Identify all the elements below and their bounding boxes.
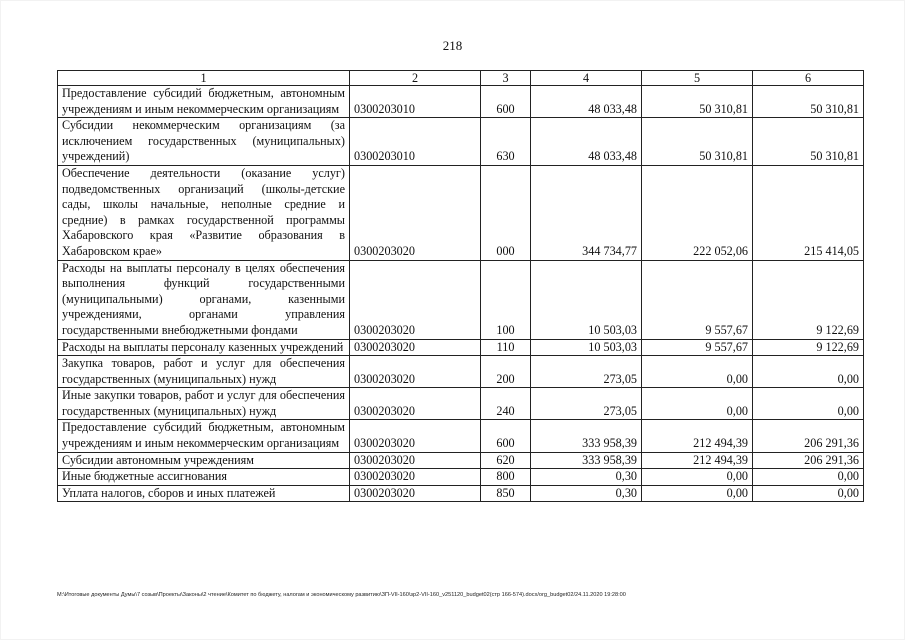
row-expense-type: 100 [481,260,531,339]
column-header: 1 [58,71,350,86]
row-target-code: 0300203020 [350,469,481,486]
row-target-code: 0300203020 [350,388,481,420]
row-expense-type: 600 [481,86,531,118]
table-row [58,388,864,420]
row-value-1: 333 958,39 [531,452,642,469]
row-value-2: 9 557,67 [642,260,753,339]
row-value-3: 0,00 [753,356,864,388]
row-target-code: 0300203020 [350,485,481,502]
row-name: Расходы на выплаты персоналу казенных учреждений [58,339,350,356]
row-name: Предоставление субсидий бюджетным, автономным учреждениям и иным некоммерческим организациям [58,420,350,452]
row-name: Предоставление субсидий бюджетным, автономным учреждениям и иным некоммерческим организациям [58,86,350,118]
row-value-2: 212 494,39 [642,452,753,469]
row-value-2: 222 052,06 [642,165,753,260]
row-value-2: 0,00 [642,388,753,420]
column-header: 4 [531,71,642,86]
row-value-3: 0,00 [753,469,864,486]
row-value-1: 273,05 [531,356,642,388]
row-target-code: 0300203010 [350,118,481,166]
row-target-code: 0300203020 [350,260,481,339]
row-value-3: 215 414,05 [753,165,864,260]
table-row [58,165,864,260]
row-target-code: 0300203020 [350,420,481,452]
row-name: Иные закупки товаров, работ и услуг для обеспечения государственных (муниципальных) нужд [58,388,350,420]
row-value-1: 10 503,03 [531,339,642,356]
row-value-2: 212 494,39 [642,420,753,452]
row-expense-type: 800 [481,469,531,486]
row-value-1: 10 503,03 [531,260,642,339]
row-expense-type: 110 [481,339,531,356]
row-target-code: 0300203020 [350,165,481,260]
row-name: Обеспечение деятельности (оказание услуг) подведомственных организаций (школы-детские сады, школы начальные, неполные средние и средние) в рамках государственной программы Хабаровского края «Развитие образования в Хабаровском крае» [58,165,350,260]
row-value-3: 0,00 [753,388,864,420]
table-row [58,420,864,452]
row-expense-type: 600 [481,420,531,452]
row-value-1: 48 033,48 [531,86,642,118]
row-value-2: 50 310,81 [642,118,753,166]
row-name: Расходы на выплаты персоналу в целях обеспечения выполнения функций государственными (муниципальными) органами, казенными учреждениями, органами управления государственными внебюджетными фондами [58,260,350,339]
row-value-3: 9 122,69 [753,339,864,356]
table-row [58,469,864,486]
row-name: Субсидии некоммерческим организациям (за исключением государственных (муниципальных) учреждений) [58,118,350,166]
row-value-1: 0,30 [531,469,642,486]
table-header-row [58,71,864,86]
row-value-1: 48 033,48 [531,118,642,166]
table-row [58,356,864,388]
row-value-1: 333 958,39 [531,420,642,452]
table-row [58,118,864,166]
row-target-code: 0300203020 [350,356,481,388]
row-value-3: 206 291,36 [753,420,864,452]
row-value-2: 0,00 [642,356,753,388]
row-target-code: 0300203010 [350,86,481,118]
table-row [58,339,864,356]
row-expense-type: 000 [481,165,531,260]
row-name: Субсидии автономным учреждениям [58,452,350,469]
footer-file-path: M:\Итоговые документы Думы\7 созыв\Проекты\Законы\2 чтение\Комитет по бюджету, налогам и экономическому развитию\ЗП-VII-160\зр2-VII-160_v251120_budget02(стр 166-574).docx/org_budget02/24.11.2020 19:28:00 [57,592,626,598]
row-expense-type: 620 [481,452,531,469]
row-name: Уплата налогов, сборов и иных платежей [58,485,350,502]
row-name: Иные бюджетные ассигнования [58,469,350,486]
row-target-code: 0300203020 [350,452,481,469]
row-value-3: 50 310,81 [753,86,864,118]
row-value-1: 273,05 [531,388,642,420]
table-row [58,485,864,502]
row-expense-type: 850 [481,485,531,502]
row-target-code: 0300203020 [350,339,481,356]
row-value-2: 50 310,81 [642,86,753,118]
table-row [58,452,864,469]
row-value-1: 0,30 [531,485,642,502]
row-value-2: 0,00 [642,469,753,486]
column-header: 6 [753,71,864,86]
row-name: Закупка товаров, работ и услуг для обеспечения государственных (муниципальных) нужд [58,356,350,388]
row-value-3: 50 310,81 [753,118,864,166]
row-value-3: 9 122,69 [753,260,864,339]
row-expense-type: 200 [481,356,531,388]
row-expense-type: 630 [481,118,531,166]
page-number: 218 [442,38,463,53]
row-value-2: 9 557,67 [642,339,753,356]
column-header: 3 [481,71,531,86]
column-header: 5 [642,71,753,86]
row-value-2: 0,00 [642,485,753,502]
row-value-1: 344 734,77 [531,165,642,260]
column-header: 2 [350,71,481,86]
table-row [58,260,864,339]
budget-table [57,70,864,502]
row-value-3: 0,00 [753,485,864,502]
table-row [58,86,864,118]
row-value-3: 206 291,36 [753,452,864,469]
row-expense-type: 240 [481,388,531,420]
